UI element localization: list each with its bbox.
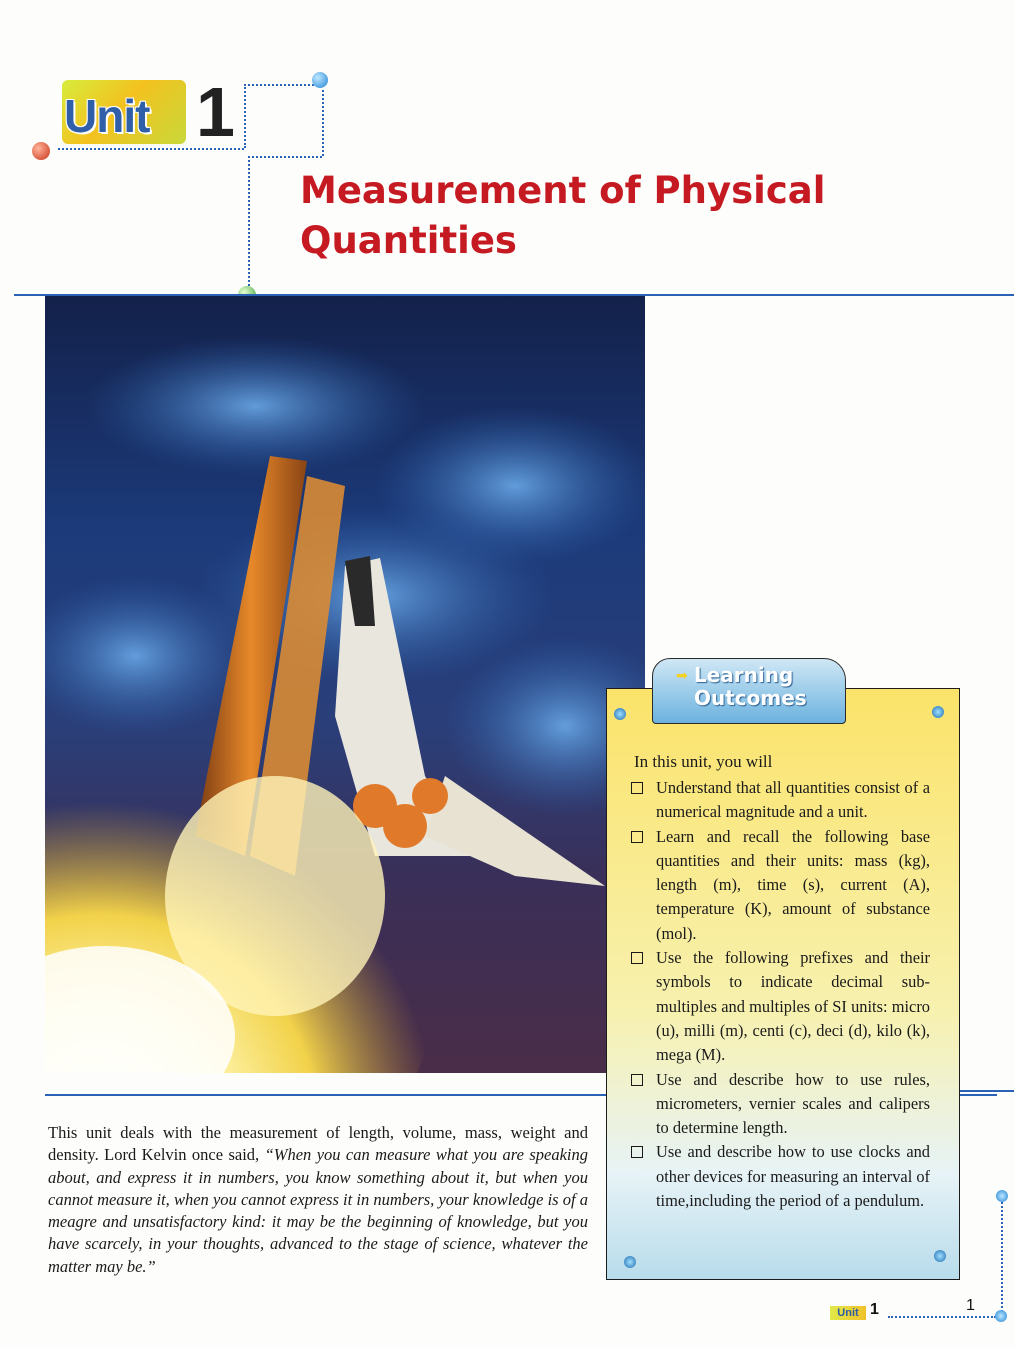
- learning-outcomes-intro: In this unit, you will: [634, 752, 773, 771]
- checkbox-icon: [631, 1074, 643, 1086]
- panel-rivet-icon: [614, 708, 626, 720]
- connector-line: [248, 156, 250, 286]
- unit-label: Unit: [64, 90, 150, 142]
- list-item: [630, 1140, 930, 1213]
- list-item-text: Learn and recall the following base quantities and their units: mass (kg), length (m), time (s), current (A), temperature (K), amount of substance (mol).: [656, 826, 930, 943]
- connector-line: [248, 156, 322, 158]
- list-item-text: Use the following prefixes and their symbols to indicate decimal sub-multiples and multiples of SI units: micro (u), milli (m), centi (c), deci (d), kilo (k), mega (M).: [656, 948, 930, 1065]
- list-item: [630, 825, 930, 946]
- shuttle-launch-illustration: [45, 296, 645, 1073]
- panel-rivet-icon: [932, 706, 944, 718]
- connector-line: [322, 90, 324, 156]
- connector-line: [1001, 1202, 1003, 1312]
- kelvin-quote: “When you can measure what you are speaking about, and express it in numbers, you know something about it, but when you cannot measure it, when you cannot express it in numbers, your knowledge is of a meagre and unsatisfactory kind: it may be the beginning of knowledge, but you have scarcely, in your thoughts, advanced to the stage of science, whatever the matter may be.”: [48, 1145, 588, 1276]
- blue-dot-icon: [996, 1190, 1008, 1202]
- connector-line: [888, 1316, 996, 1318]
- list-item-text: Use and describe how to use rules, micrometers, vernier scales and calipers to determine length.: [656, 1069, 930, 1138]
- footer-unit-badge: Unit: [830, 1306, 866, 1320]
- list-item-text: Use and describe how to use clocks and other devices for measuring an interval of time,including the period of a pendulum.: [656, 1142, 930, 1211]
- intro-paragraph: [48, 1122, 588, 1278]
- blue-dot-icon: [995, 1310, 1007, 1322]
- panel-rivet-icon: [934, 1250, 946, 1262]
- connector-line: [244, 84, 246, 148]
- checkbox-icon: [631, 952, 643, 964]
- page-number: 1: [966, 1297, 975, 1314]
- blue-dot-icon: [312, 72, 328, 88]
- arrow-right-icon: ➡: [676, 668, 688, 684]
- red-dot-icon: [32, 142, 50, 160]
- connector-line: [244, 84, 314, 86]
- checkbox-icon: [631, 831, 643, 843]
- panel-rivet-icon: [624, 1256, 636, 1268]
- page-title: Measurement of Physical Quantities: [300, 169, 826, 262]
- learning-outcomes-title: Learning Outcomes: [694, 663, 807, 710]
- shuttle-launch-photo: [45, 296, 645, 1073]
- learning-outcomes-list: [630, 776, 930, 1213]
- list-item: [630, 776, 930, 825]
- learning-outcomes-heading: [676, 664, 836, 710]
- divider: [958, 1090, 1014, 1092]
- list-item: [630, 1068, 930, 1141]
- list-item: [630, 946, 930, 1067]
- checkbox-icon: [631, 782, 643, 794]
- footer-unit-number: 1: [870, 1301, 879, 1318]
- list-item-text: Understand that all quantities consist of a numerical magnitude and a unit.: [656, 778, 930, 822]
- connector-line: [58, 148, 244, 150]
- intro-plain-text: This unit deals with the measurement of length, volume, mass, weight and density. Lord Kelvin once said,: [48, 1123, 588, 1165]
- checkbox-icon: [631, 1146, 643, 1158]
- unit-number: 1: [196, 73, 235, 151]
